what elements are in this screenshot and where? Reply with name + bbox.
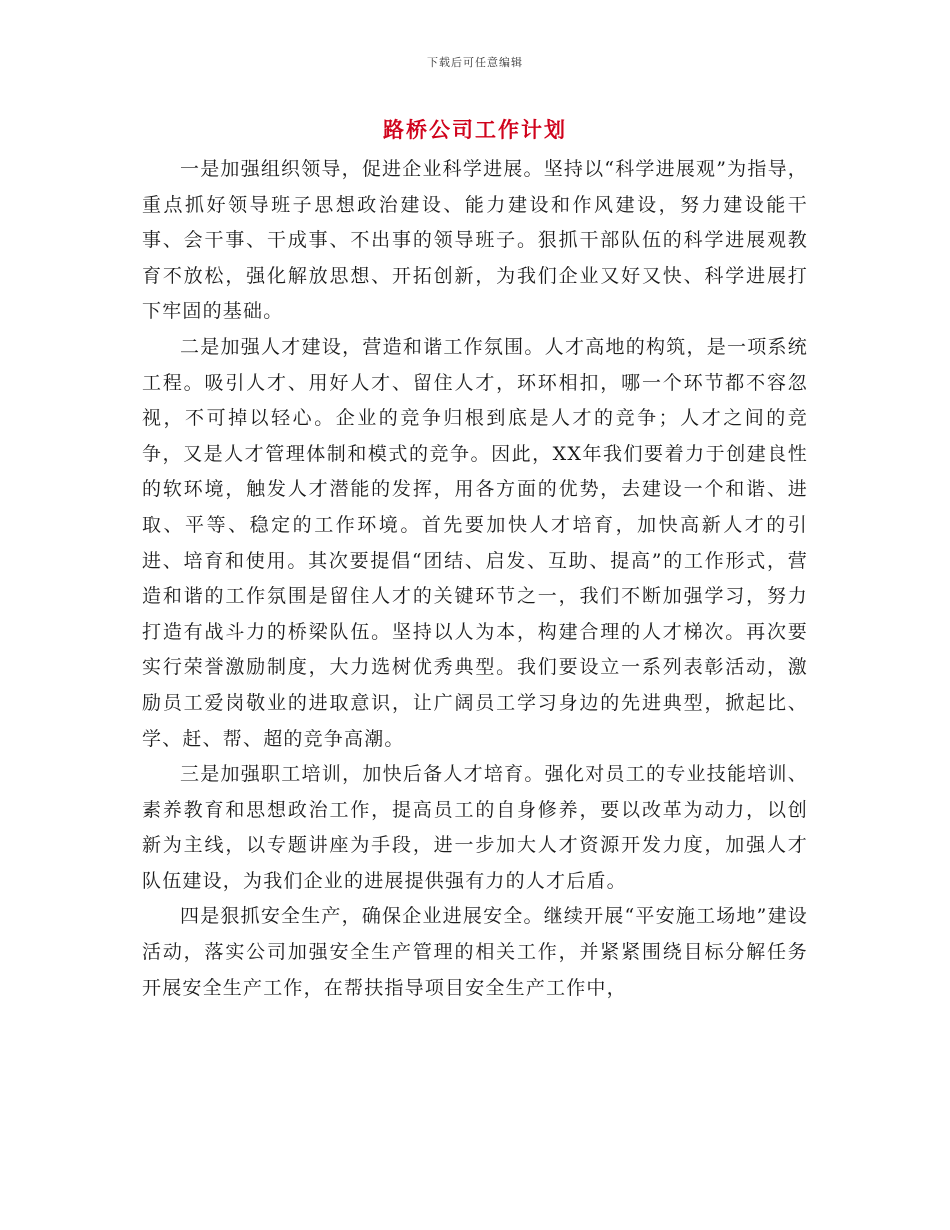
paragraph-3: 三是加强职工培训，加快后备人才培育。强化对员工的专业技能培训、素养教育和思想政治工作，提高员工的自身修养，要以改革为动力，以创新为主线，以专题讲座为手段，进一步加大人才资源开发力度，加强人才队伍建设，为我们企业的进展提供强有力的人才后盾。 [142, 763, 808, 892]
document-body [142, 152, 808, 1006]
document-title: 路桥公司工作计划 [383, 117, 567, 142]
paragraph-1: 一是加强组织领导，促进企业科学进展。坚持以“科学进展观”为指导，重点抓好领导班子思想政治建设、能力建设和作风建设，努力建设能干事、会干事、干成事、不出事的领导班子。狠抓干部队伍的科学进展观教育不放松，强化解放思想、开拓创新，为我们企业又好又快、科学进展打下牢固的基础。 [142, 158, 808, 323]
paragraph-2: 二是加强人才建设，营造和谐工作氛围。人才高地的构筑，是一项系统工程。吸引人才、用好人才、留住人才，环环相扣，哪一个环节都不容忽视，不可掉以轻心。企业的竞争归根到底是人才的竞争；人才之间的竞争，又是人才管理体制和模式的竞争。因此，XX年我们要着力于创建良性的软环境，触发人才潜能的发挥，用各方面的优势，去建设一个和谐、进取、平等、稳定的工作环境。首先要加快人才培育，加快高新人才的引进、培育和使用。其次要提倡“团结、启发、互助、提高”的工作形式，营造和谐的工作氛围是留住人才的关键环节之一，我们不断加强学习，努力打造有战斗力的桥梁队伍。坚持以人为本，构建合理的人才梯次。再次要实行荣誉激励制度，大力选树优秀典型。我们要设立一系列表彰活动，激励员工爱岗敬业的进取意识，让广阔员工学习身边的先进典型，掀起比、学、赶、帮、超的竞争高潮。 [142, 335, 808, 750]
page-header: 下载后可任意编辑 [427, 56, 523, 69]
paragraph-4: 四是狠抓安全生产，确保企业进展安全。继续开展“平安施工场地”建设活动，落实公司加强安全生产管理的相关工作，并紧紧围绕目标分解任务开展安全生产工作，在帮扶指导项目安全生产工作中， [142, 905, 808, 999]
